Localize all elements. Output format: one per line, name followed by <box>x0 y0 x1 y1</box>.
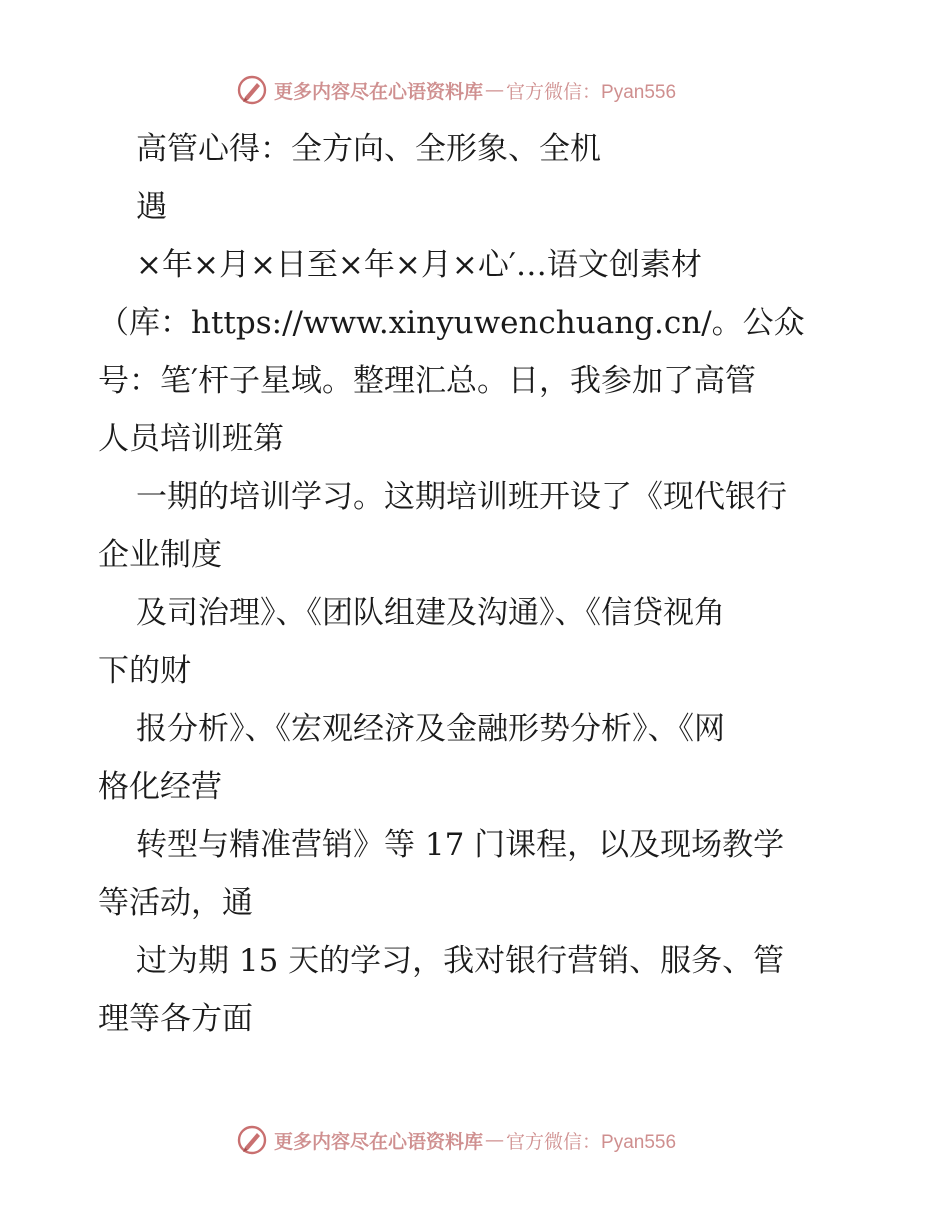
paragraph-line: 及司治理》、《团队组建及沟通》、《信贷视角 <box>136 595 725 631</box>
watermark-dash: — <box>485 79 505 101</box>
paragraph-line: （库：https://www.xinyuwenchuang.cn/。公众 <box>98 305 805 341</box>
pen-logo-icon <box>236 74 268 106</box>
watermark-text: 更多内容尽在心语资料库 <box>274 1130 484 1153</box>
paragraph-line: 一期的培训学习。这期培训班开设了《现代银行 <box>136 479 787 515</box>
paragraph-line: 报分析》、《宏观经济及金融形势分析》、《网 <box>136 711 725 747</box>
document-body <box>98 120 858 1048</box>
watermark-contact: 官方微信：Pyan556 <box>506 1131 677 1153</box>
title-line: 高管心得：全方向、全形象、全机 <box>136 131 601 167</box>
paragraph-line: 理等各方面 <box>98 1001 253 1037</box>
paragraph-line: 下的财 <box>98 653 191 689</box>
paragraph-line: 企业制度 <box>98 537 222 573</box>
watermark-dash: — <box>485 1129 505 1151</box>
paragraph-line: 号：笔′杆子星域。整理汇总。日，我参加了高管 <box>98 363 757 399</box>
paragraph-line: 转型与精准营销》等 17 门课程，以及现场教学 <box>136 827 785 863</box>
paragraph-line: 过为期 15 天的学习，我对银行营销、服务、管 <box>136 943 785 979</box>
paragraph-line: 人员培训班第 <box>98 421 284 457</box>
paragraph-line: 等活动，通 <box>98 885 253 921</box>
pen-logo-icon <box>236 1124 268 1156</box>
paragraph-line: 格化经营 <box>98 769 222 805</box>
watermark-contact: 官方微信：Pyan556 <box>506 81 677 103</box>
watermark-text: 更多内容尽在心语资料库 <box>274 80 484 103</box>
paragraph-line: ×年×月×日至×年×月×心′…语文创素材 <box>136 247 702 283</box>
footer-watermark <box>236 1123 676 1157</box>
title-line-continuation: 遇 <box>136 189 167 225</box>
header-watermark <box>236 73 676 107</box>
